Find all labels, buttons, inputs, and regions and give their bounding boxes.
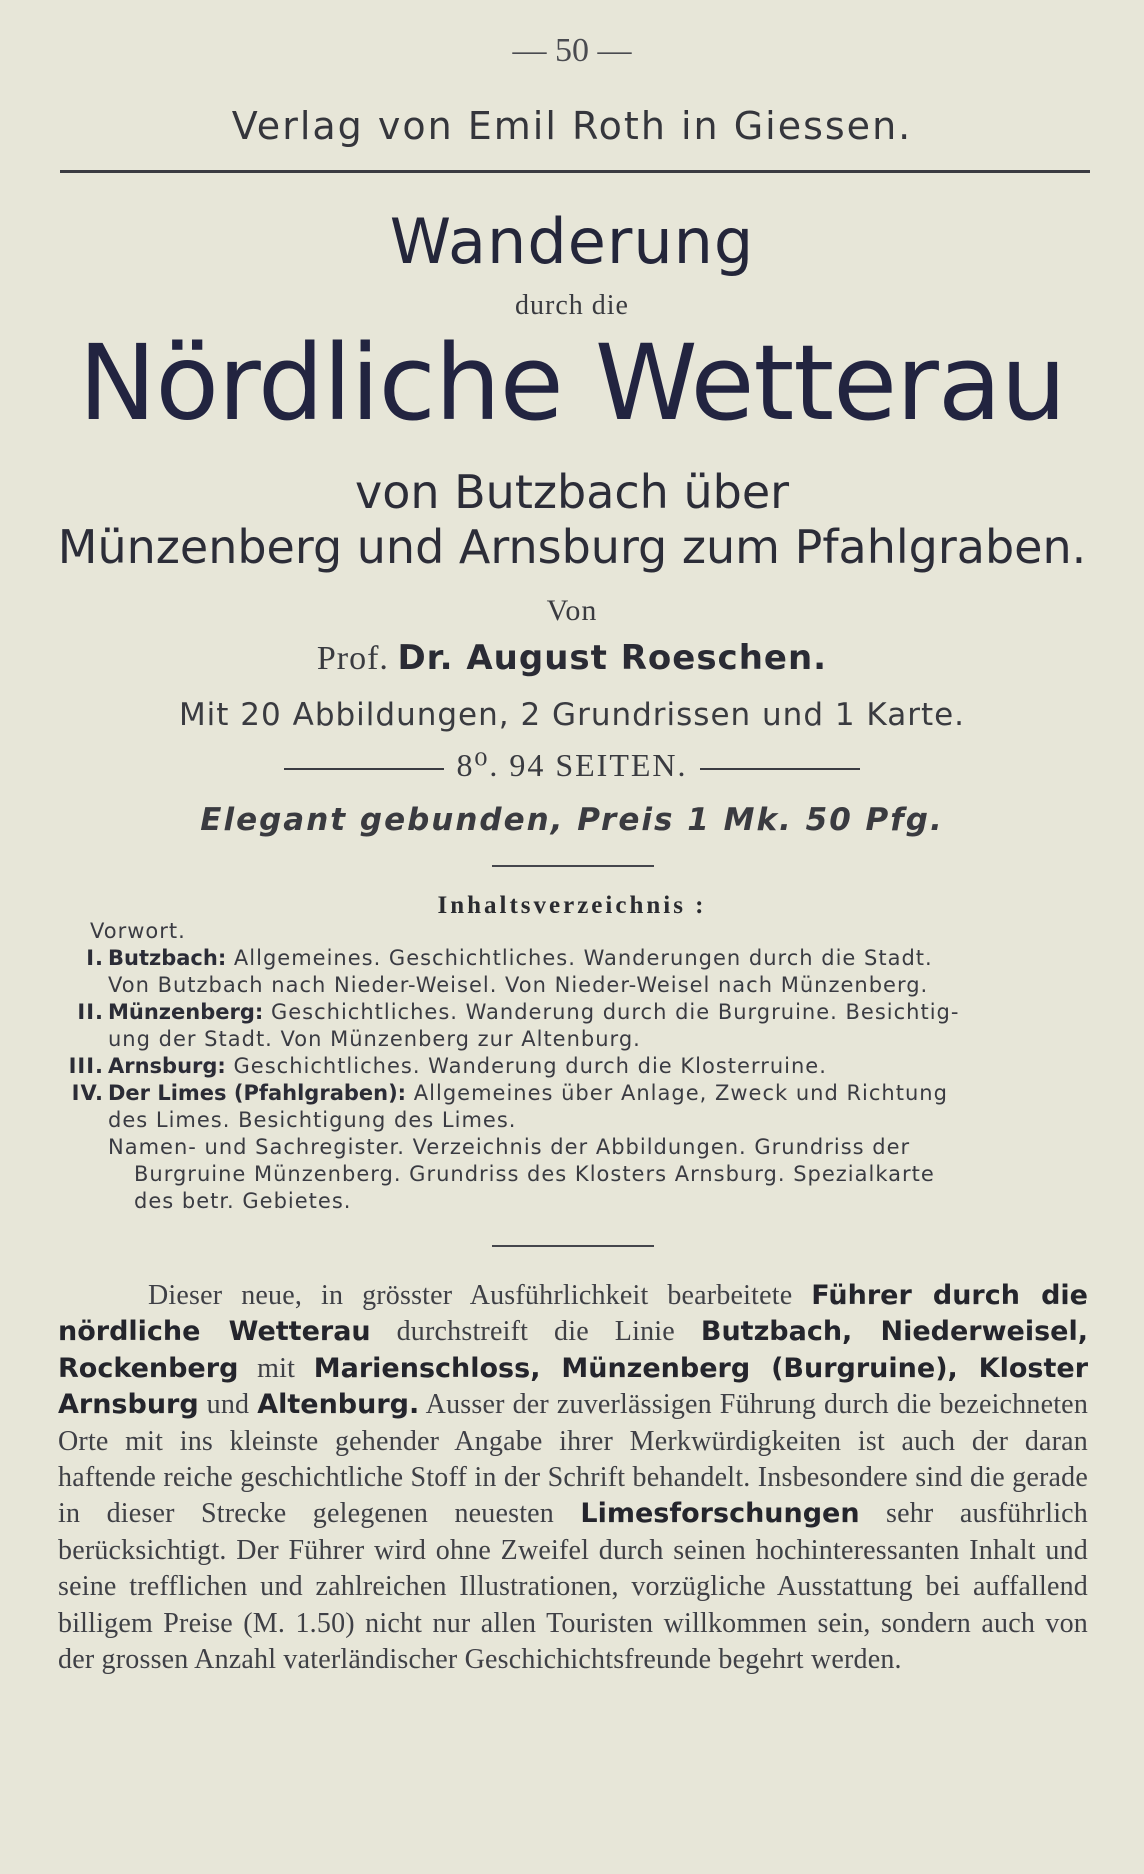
description-text: Ausser der zuverlässigen Führung durch die bezeichneten Orte mit ins kleinste gehender Angabe ihrer Merkwürdigkeiten ist auch der daran haftende reiche geschichtliche Stoff in der Schrift behandelt. Insbesondere sind die gerade in dieser Strecke gelegenen neuesten [58,1389,1089,1530]
description-highlight: Marienschloss, Münzenberg (Burgruine), Kloster Arnsburg [58,1352,1089,1421]
format-row [0,746,1144,784]
format-rule-right [700,768,860,770]
description-text: sehr ausführlich berücksichtigt. Der Führer wird ohne Zweifel durch seinen hochinteressanten Inhalt und seine trefflichen und zahlreichen Illustrationen, vorzügliche Ausstattung bei auffallend billigem Preise (M. 1.50) nicht nur allen Touristen willkommen sein, sondern auch von der grossen Anzahl vaterländischer Geschichichtsfreunde begehrt werden. [58,1498,1088,1676]
toc-entry [68,1053,1090,1080]
description-highlight: Butzbach, Niederweisel, Rockenberg [58,1316,1088,1384]
toc-entry-head: Münzenberg: [108,1000,264,1024]
author-prefix: Prof. [316,640,389,677]
main-title: Nördliche Wetterau [78,322,1066,444]
toc-entry-text: Geschichtliches. Wanderung durch die Burgruine. Besichtig- [270,1000,960,1024]
author [0,638,1144,678]
toc-entry-head: Butzbach: [108,946,227,970]
toc-entry-text-cont: des Limes. Besichtigung des Limes. [108,1108,517,1132]
toc-entry-number: III. [68,1054,104,1078]
description-highlight: Führer durch die nördliche Wetterau [58,1280,1088,1348]
divider-rule [492,1245,654,1247]
toc-appendix-line: des betr. Gebietes. [134,1189,352,1213]
subtitle-line-2: Münzenberg und Arnsburg zum Pfahlgraben. [57,520,1087,574]
toc-heading: Inhaltsverzeichnis : [437,892,707,919]
title-line-1: Wanderung [389,205,755,278]
publisher-line: Verlag von Emil Roth in Giessen. [231,104,913,148]
toc-appendix-line: Burgruine Münzenberg. Grundriss des Klosters Arnsburg. Spezialkarte [134,1162,935,1186]
table-of-contents [68,918,1090,1215]
toc-entry-text-cont: Von Butzbach nach Nieder-Weisel. Von Nieder-Weisel nach Münzenberg. [108,973,929,997]
description-text: Dieser neue, in grösster Ausführlichkeit bearbeitete [148,1280,793,1311]
toc-entry-text-cont: ung der Stadt. Von Münzenberg zur Altenburg. [108,1027,641,1051]
description-paragraph [58,1278,1088,1678]
by-label: Von [546,594,598,627]
toc-appendix-line: Namen- und Sachregister. Verzeichnis der Abbildungen. Grundriss der [108,1135,911,1159]
toc-entry-number: I. [86,946,104,970]
title-connector: durch die [515,290,629,321]
format-rule-left [284,768,444,770]
toc-entry [71,1080,1090,1134]
toc-appendix [90,1134,1090,1215]
price: Elegant gebunden, Preis 1 Mk. 50 Pfg. [200,802,944,838]
illustrations-note: Mit 20 Abbildungen, 2 Grundrissen und 1 Karte. [178,697,966,733]
page-number: — 50 — [512,32,632,69]
description-text: und [206,1389,250,1421]
description-highlight: Limesforschungen [580,1498,860,1530]
toc-entry-head: Der Limes (Pfahlgraben): [108,1081,407,1105]
toc-entry-text: Geschichtliches. Wanderung durch die Klosterruine. [233,1054,827,1078]
header-rule [60,170,1090,173]
description-text: durchstreift die Linie [396,1316,675,1348]
toc-preface: Vorwort. [90,919,186,943]
toc-entry-number: IV. [71,1081,104,1105]
description-highlight: Altenburg. [257,1389,420,1421]
divider-rule [492,865,654,867]
toc-entry-number: II. [77,1000,104,1024]
description-text: mit [257,1352,296,1384]
toc-entry-text: Allgemeines. Geschichtliches. Wanderungen durch die Stadt. [233,946,933,970]
toc-entry-head: Arnsburg: [108,1054,226,1078]
author-name: Dr. August Roeschen. [397,638,828,678]
toc-entry [86,945,1090,999]
toc-entry-text: Allgemeines über Anlage, Zweck und Richtung [413,1081,948,1105]
format-text: 8⁰. 94 SEITEN. [456,747,688,783]
toc-entry [77,999,1090,1053]
subtitle-line-1: von Butzbach über [354,465,790,519]
